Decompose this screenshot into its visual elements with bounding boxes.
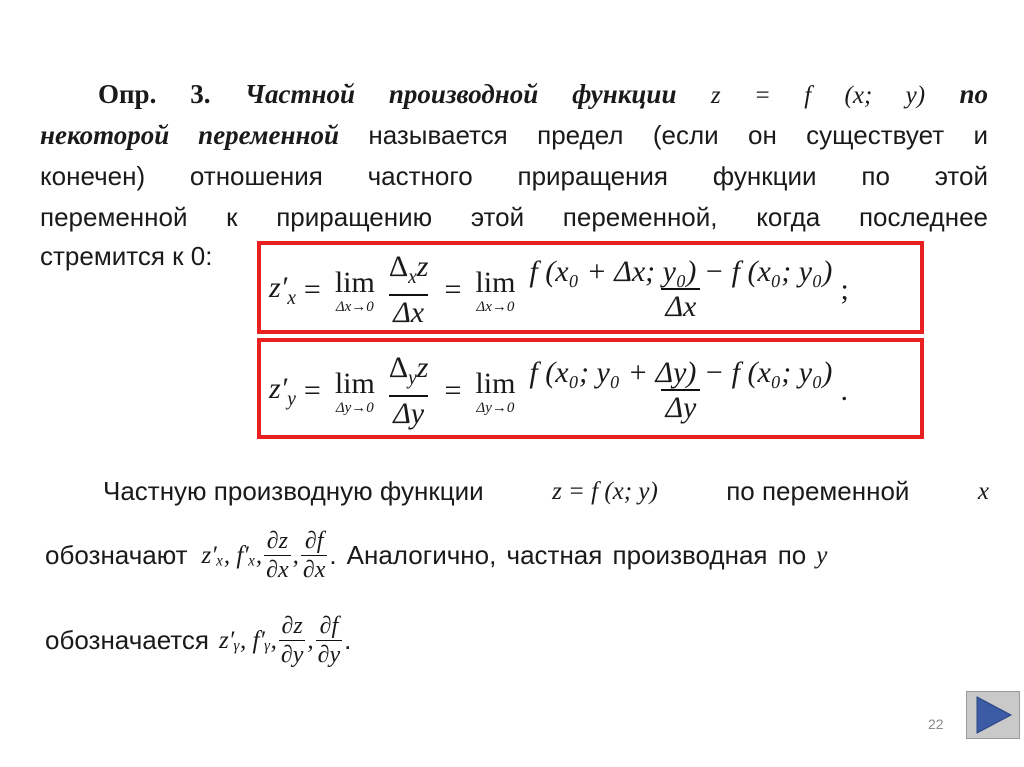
partial-z-x: ∂z ∂x: [266, 528, 289, 583]
limit-y-2: lim Δy→0: [475, 367, 516, 416]
definition-label: Опр. 3.: [98, 79, 211, 109]
notation-line-3: обозначается z′ᵧ, f′ᵧ, ∂z ∂y , ∂f ∂y .: [45, 613, 352, 668]
definition-line-3: конечен) отношения частного приращения функции по этой: [40, 161, 988, 191]
notation-denote-y: обозначается: [45, 625, 209, 655]
limit-x-2: lim Δx→0: [475, 266, 516, 315]
definition-line-5: стремится к 0:: [40, 241, 213, 271]
notation-text-1: Частную производную функции: [103, 476, 484, 506]
next-slide-button[interactable]: [966, 691, 1020, 739]
notation-line-1: [103, 476, 989, 507]
page-number: 22: [928, 716, 944, 732]
definition-line-4: переменной к приращению этой переменной, когда последнее: [40, 202, 988, 232]
function-expression: z = f (x; y): [710, 82, 926, 109]
notation-line-2: обозначают z′ₓ, f′ₓ, ∂z ∂x , ∂f ∂x . Аналогично, частная производная по y: [45, 528, 828, 583]
lhs-zy: $z'_y$: [269, 371, 296, 410]
play-next-icon: [967, 692, 1019, 738]
notation-denote-x: обозначают: [45, 540, 188, 570]
notation-var-y: y: [816, 541, 828, 569]
notation-text-2: по переменной: [726, 476, 910, 506]
ratio-x-2: $\frac{\text{f (x₀ + Δx; y₀) − f (x₀; y₀)}}{\Delta x}$: [529, 255, 833, 323]
partial-f-y: ∂f ∂y: [317, 613, 341, 668]
limit-x-1: lim Δx→0: [334, 266, 375, 315]
definition-line-1: [98, 74, 988, 116]
definition-text-1: называется предел (если он существует и: [368, 120, 988, 150]
notation-function: z = f (x; y): [552, 477, 658, 505]
definition-term: Частной производной функции: [244, 79, 677, 109]
definition-term-po: по: [959, 79, 989, 109]
ratio-x-1: $\frac{\Delta_xz}{\Delta x}$: [388, 249, 429, 329]
partial-f-x: ∂f ∂x: [302, 528, 326, 583]
formula-box-y: $z'_y$ = lim Δy→0 $\frac{\Delta_yz}{\Delta y}$ = lim Δy→0 $\frac{\text{f (x₀; y₀ + Δy) − f (x₀; y₀)}}{\Delta y}$ .: [257, 338, 924, 439]
lhs-zx: $z'_x$: [269, 270, 296, 309]
ratio-y-2: $\frac{\text{f (x₀; y₀ + Δy) − f (x₀; y₀)}}{\Delta y}$: [529, 356, 833, 424]
notation-var-x: x: [977, 477, 989, 505]
notation-analog: Аналогично, частная производная по: [346, 540, 807, 570]
notation-expr-x: z′ₓ, f′ₓ,: [201, 541, 263, 569]
limit-y-1: lim Δy→0: [334, 367, 375, 416]
definition-line-2: [40, 115, 988, 156]
partial-z-y: ∂z ∂y: [280, 613, 304, 668]
definition-term-variable: некоторой переменной: [40, 120, 339, 150]
formula-box-x: $z'_x$ = lim Δx→0 $\frac{\Delta_xz}{\Delta x}$ = lim Δx→0 $\frac{\text{f (x₀ + Δx; y₀) − f (x₀; y₀)}}{\Delta x}$ ;: [257, 241, 924, 334]
notation-expr-y: z′ᵧ, f′ᵧ,: [219, 626, 277, 654]
ratio-y-1: $\frac{\Delta_yz}{\Delta y}$: [388, 350, 429, 430]
